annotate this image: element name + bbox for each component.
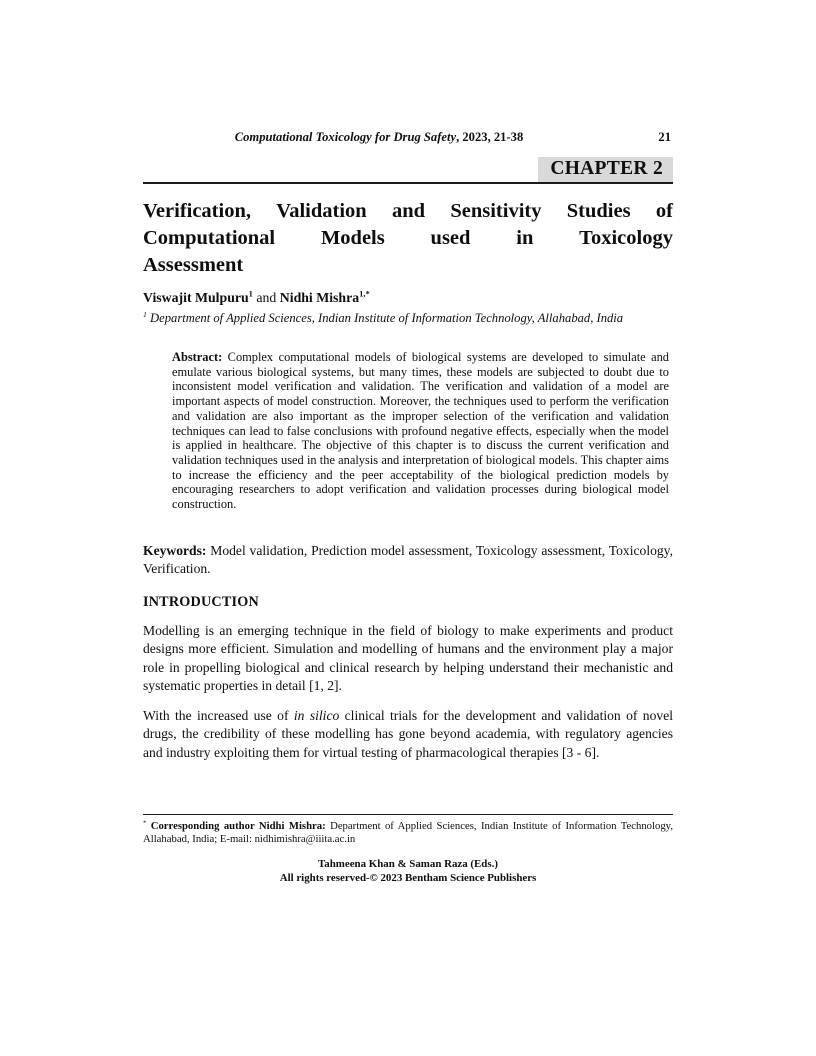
affiliation-line bbox=[143, 311, 673, 326]
corresponding-author-footnote bbox=[143, 820, 673, 846]
abstract-block bbox=[172, 350, 669, 512]
chapter-title-word: Verification, bbox=[143, 200, 251, 222]
chapter-title-line: Assessment bbox=[143, 254, 244, 276]
page-content bbox=[143, 130, 673, 762]
authors-separator: and bbox=[252, 290, 280, 305]
affiliation-marker: 1 bbox=[143, 309, 147, 319]
chapter-title-word: Validation bbox=[276, 200, 367, 222]
chapter-title bbox=[143, 198, 673, 279]
authors-line bbox=[143, 290, 673, 306]
editors-line: Tahmeena Khan & Saman Raza (Eds.) bbox=[318, 858, 498, 871]
paragraph-2-italic-term: in silico bbox=[293, 707, 340, 723]
author-affil-marker: 1 bbox=[248, 288, 253, 299]
affiliation-text: Department of Applied Sciences, Indian Institute of Information Technology, Allahabad, India bbox=[146, 311, 624, 325]
running-head bbox=[143, 130, 673, 148]
publisher-footer bbox=[143, 858, 673, 886]
chapter-banner-row bbox=[143, 157, 673, 184]
keywords-label: Keywords: bbox=[143, 542, 207, 558]
chapter-title-word: and bbox=[391, 200, 426, 222]
copyright-line: All rights reserved-© 2023 Bentham Science Publishers bbox=[279, 872, 537, 885]
running-head-title bbox=[143, 130, 673, 145]
journal-citation: , 2023, 21-38 bbox=[456, 130, 524, 144]
author-name: Viswajit Mulpuru bbox=[143, 290, 249, 305]
paragraph-1: Modelling is an emerging technique in the field of biology to make experiments and product designs more efficient. Simulation and modelling of humans and the environment play a major role in propelling biological and clinical research by helping understand their mechanistic and systematic properties in detail [1, 2]. bbox=[143, 622, 673, 694]
keywords-text: Model validation, Prediction model assessment, Toxicology assessment, Toxicology, Verification. bbox=[143, 542, 673, 577]
chapter-title-word: Models bbox=[320, 227, 385, 249]
footnote-rule bbox=[143, 814, 673, 815]
abstract-label: Abstract: bbox=[172, 350, 223, 364]
chapter-title-line bbox=[143, 225, 673, 252]
section-heading-introduction: INTRODUCTION bbox=[143, 593, 259, 610]
chapter-title-word: Sensitivity bbox=[450, 200, 542, 222]
chapter-title-line bbox=[143, 198, 673, 225]
chapter-title-word: Computational bbox=[143, 227, 276, 249]
chapter-label: CHAPTER 2 bbox=[538, 157, 673, 182]
abstract-text: Complex computational models of biological systems are developed to simulate and emulate various biological systems, but many times, these models are subjected to doubt due to inconsistent model verification and validation. The verification and validation of a model are important aspects of model construction. Moreover, the techniques used to perform the verification and validation are also important as the improper selection of the verification and validation techniques can lead to false conclusions with profound negative effects, especially when the model is applied in healthcare. The objective of this chapter is to discuss the current verification and validation techniques used in the analysis and interpretation of biological models. This chapter aims to increase the efficiency and the peer acceptability of the biological prediction models by encouraging researchers to adopt verification and validation processes during biological model construction. bbox=[172, 350, 669, 512]
page-footer-area bbox=[143, 814, 673, 886]
paragraph-2-post: clinical trials for the development and validation of novel drugs, the credibility of these modelling has gone beyond academia, with regulatory agencies and industry exploiting them for virtual testing of pharmacological therapies [3 - 6]. bbox=[143, 707, 673, 760]
chapter-title-word: used bbox=[430, 227, 471, 249]
journal-title: Computational Toxicology for Drug Safety bbox=[234, 130, 457, 144]
author-affil-marker: 1,* bbox=[359, 288, 370, 299]
chapter-title-word: of bbox=[655, 200, 673, 222]
chapter-title-word: in bbox=[516, 227, 534, 249]
author-name: Nidhi Mishra bbox=[279, 290, 360, 305]
chapter-title-word: Studies bbox=[566, 200, 631, 222]
keywords-block bbox=[143, 542, 673, 579]
footnote-text: Department of Applied Sciences, Indian Institute of Information Technology, Allahabad, India; E-mail: nidhimishra@iiita.ac.in bbox=[143, 820, 673, 846]
footnote-bold-text: Corresponding author Nidhi Mishra: bbox=[146, 820, 326, 832]
footnote-marker: * bbox=[143, 819, 147, 827]
paragraph-2-pre: With the increased use of bbox=[143, 707, 294, 723]
page-number: 21 bbox=[658, 130, 671, 144]
paragraph-2 bbox=[143, 707, 673, 763]
chapter-title-word: Toxicology bbox=[579, 227, 673, 249]
